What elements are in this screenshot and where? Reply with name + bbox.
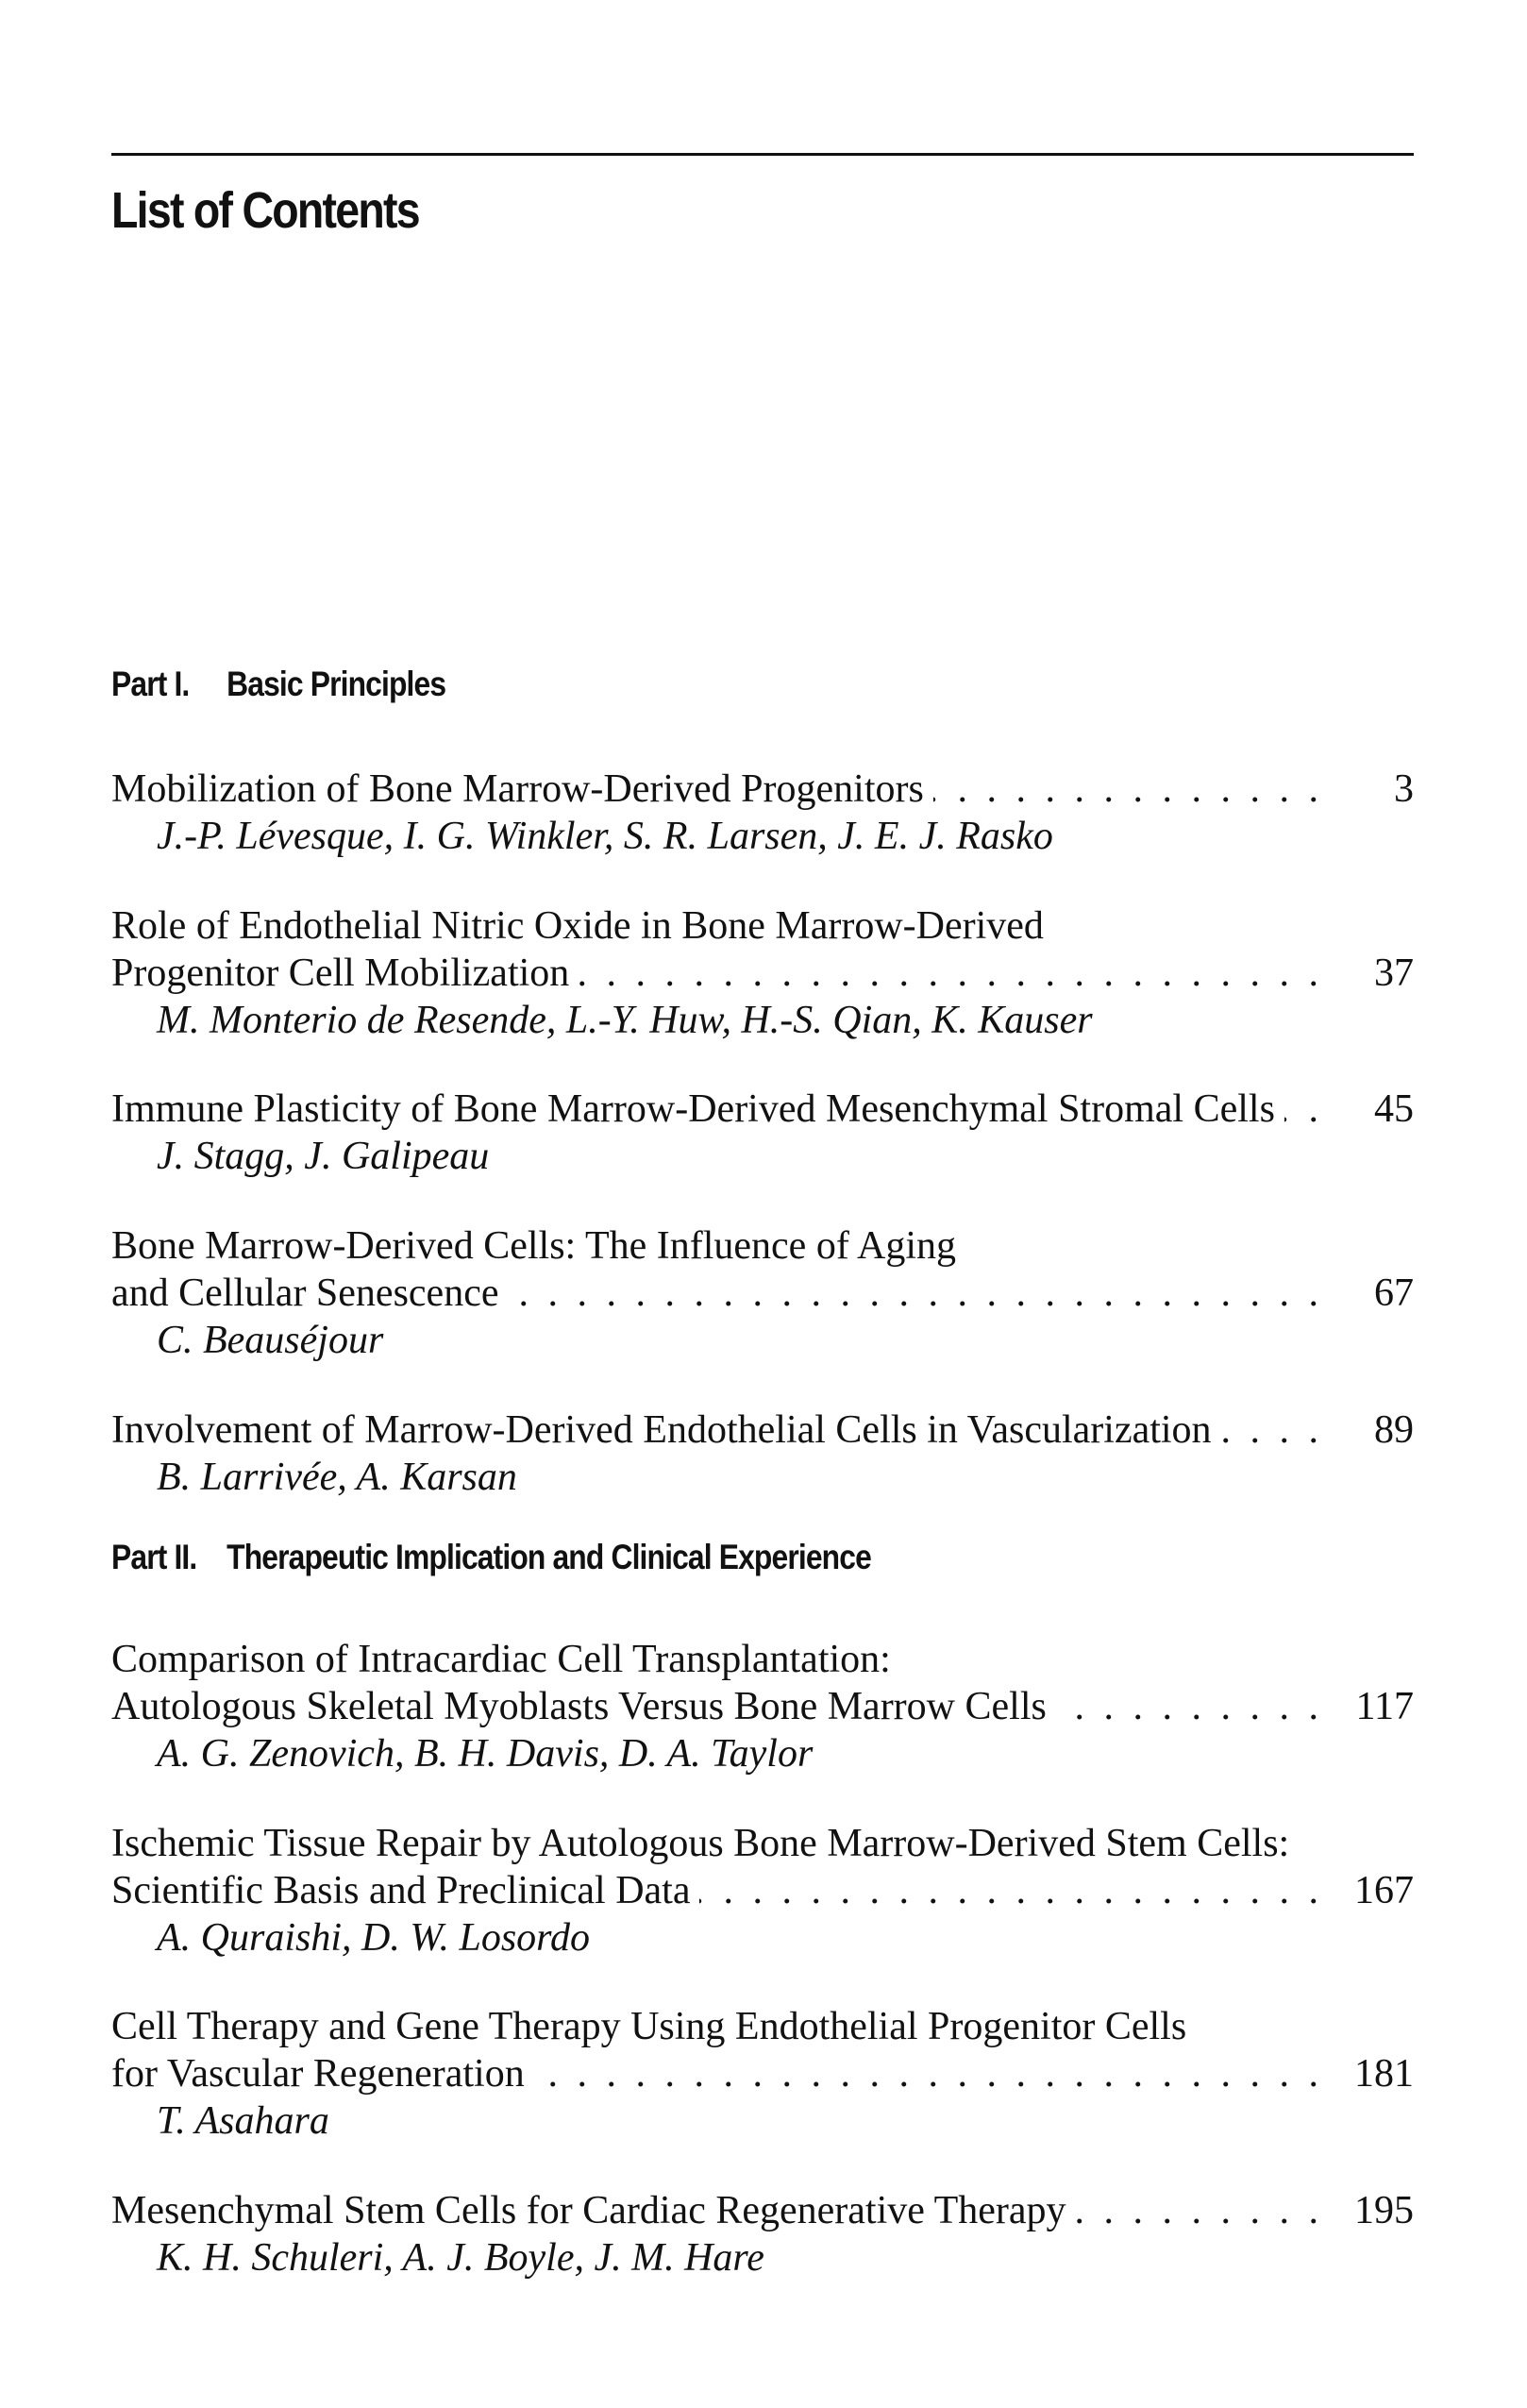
entry-title-line (111, 1867, 1414, 1914)
entry-title-line (111, 766, 1414, 813)
page-number: 181 (1354, 2052, 1414, 2096)
page-number: 3 (1394, 767, 1414, 811)
entry-title: Role of Endothelial Nitric Oxide in Bone Marrow-Derived (111, 904, 1053, 948)
entry-title: Involvement of Marrow-Derived Endothelial Cells in Vascularization (111, 1406, 1221, 1454)
part-label: Part I. (111, 665, 190, 703)
toc-entry[interactable] (111, 2003, 1414, 2145)
entry-authors: A. G. Zenovich, B. H. Davis, D. A. Taylor (157, 1732, 814, 1776)
entry-title: Comparison of Intracardiac Cell Transplantation: (111, 1638, 900, 1681)
entry-title-line (111, 1820, 1414, 1867)
entry-title-line (111, 950, 1414, 997)
entry-authors: J. Stagg, J. Galipeau (157, 1135, 490, 1178)
page-number: 89 (1374, 1408, 1414, 1452)
entry-title: Ischemic Tissue Repair by Autologous Bone Marrow-Derived Stem Cells: (111, 1822, 1299, 1865)
page-number: 45 (1374, 1087, 1414, 1131)
top-rule (111, 153, 1414, 156)
entry-title: Cell Therapy and Gene Therapy Using Endothelial Progenitor Cells (111, 2005, 1196, 2048)
entry-title-line (111, 2003, 1414, 2050)
entry-title: Mobilization of Bone Marrow-Derived Progenitors (111, 766, 933, 813)
entry-title: Scientific Basis and Preclinical Data (111, 1867, 699, 1914)
entry-authors: J.-P. Lévesque, I. G. Winkler, S. R. Larsen, J. E. J. Rasko (157, 815, 1053, 858)
page-number: 37 (1374, 951, 1414, 995)
toc-entry[interactable] (111, 1636, 1414, 1777)
page-number: 195 (1354, 2189, 1414, 2232)
page-number: 67 (1374, 1271, 1414, 1315)
dot-leader (579, 950, 1323, 997)
dot-leader (1284, 1086, 1323, 1133)
entry-title-line (111, 1636, 1414, 1683)
dot-leader (508, 1270, 1323, 1317)
dot-leader (1076, 2187, 1323, 2234)
toc-entry[interactable] (111, 766, 1414, 860)
dot-leader (1056, 1683, 1323, 1730)
dot-leader (1221, 1406, 1323, 1454)
entry-authors: A. Quraishi, D. W. Losordo (157, 1916, 590, 1960)
toc-entry[interactable] (111, 1222, 1414, 1364)
entry-title: and Cellular Senescence (111, 1270, 508, 1317)
entry-title-line (111, 1222, 1414, 1270)
entry-title: for Vascular Regeneration (111, 2050, 534, 2097)
entry-title-line (111, 902, 1414, 950)
toc-entry[interactable] (111, 1406, 1414, 1501)
part-heading (111, 1534, 871, 1581)
entry-authors: C. Beauséjour (157, 1319, 384, 1362)
entry-title: Autologous Skeletal Myoblasts Versus Bone Marrow Cells (111, 1683, 1056, 1730)
toc-entry[interactable] (111, 1820, 1414, 1962)
page-title: List of Contents (111, 182, 419, 239)
dot-leader (534, 2050, 1323, 2097)
entry-title: Immune Plasticity of Bone Marrow-Derived Mesenchymal Stromal Cells (111, 1086, 1284, 1133)
entry-title-line (111, 1406, 1414, 1454)
entry-title-line (111, 2187, 1414, 2234)
dot-leader (699, 1867, 1323, 1914)
entry-title: Bone Marrow-Derived Cells: The Influence of Aging (111, 1224, 965, 1268)
toc-entry[interactable] (111, 902, 1414, 1044)
contents-page (111, 0, 1414, 2408)
part-title: Basic Principles (227, 665, 446, 703)
part-heading (111, 661, 445, 708)
part-label: Part II. (111, 1538, 197, 1576)
entry-authors: B. Larrivée, A. Karsan (157, 1456, 517, 1499)
page-number: 117 (1355, 1685, 1414, 1728)
entry-title: Mesenchymal Stem Cells for Cardiac Regenerative Therapy (111, 2187, 1076, 2234)
toc-entry[interactable] (111, 2187, 1414, 2282)
toc-entry[interactable] (111, 1086, 1414, 1180)
entry-title-line (111, 2050, 1414, 2097)
dot-leader (933, 766, 1323, 813)
page-number: 167 (1354, 1869, 1414, 1912)
entry-title-line (111, 1086, 1414, 1133)
entry-title: Progenitor Cell Mobilization (111, 950, 579, 997)
entry-authors: M. Monterio de Resende, L.-Y. Huw, H.-S. Qian, K. Kauser (157, 999, 1093, 1042)
entry-title-line (111, 1270, 1414, 1317)
entry-title-line (111, 1683, 1414, 1730)
entry-authors: T. Asahara (157, 2099, 329, 2143)
entry-authors: K. H. Schuleri, A. J. Boyle, J. M. Hare (157, 2236, 764, 2280)
part-title: Therapeutic Implication and Clinical Experience (227, 1538, 871, 1576)
